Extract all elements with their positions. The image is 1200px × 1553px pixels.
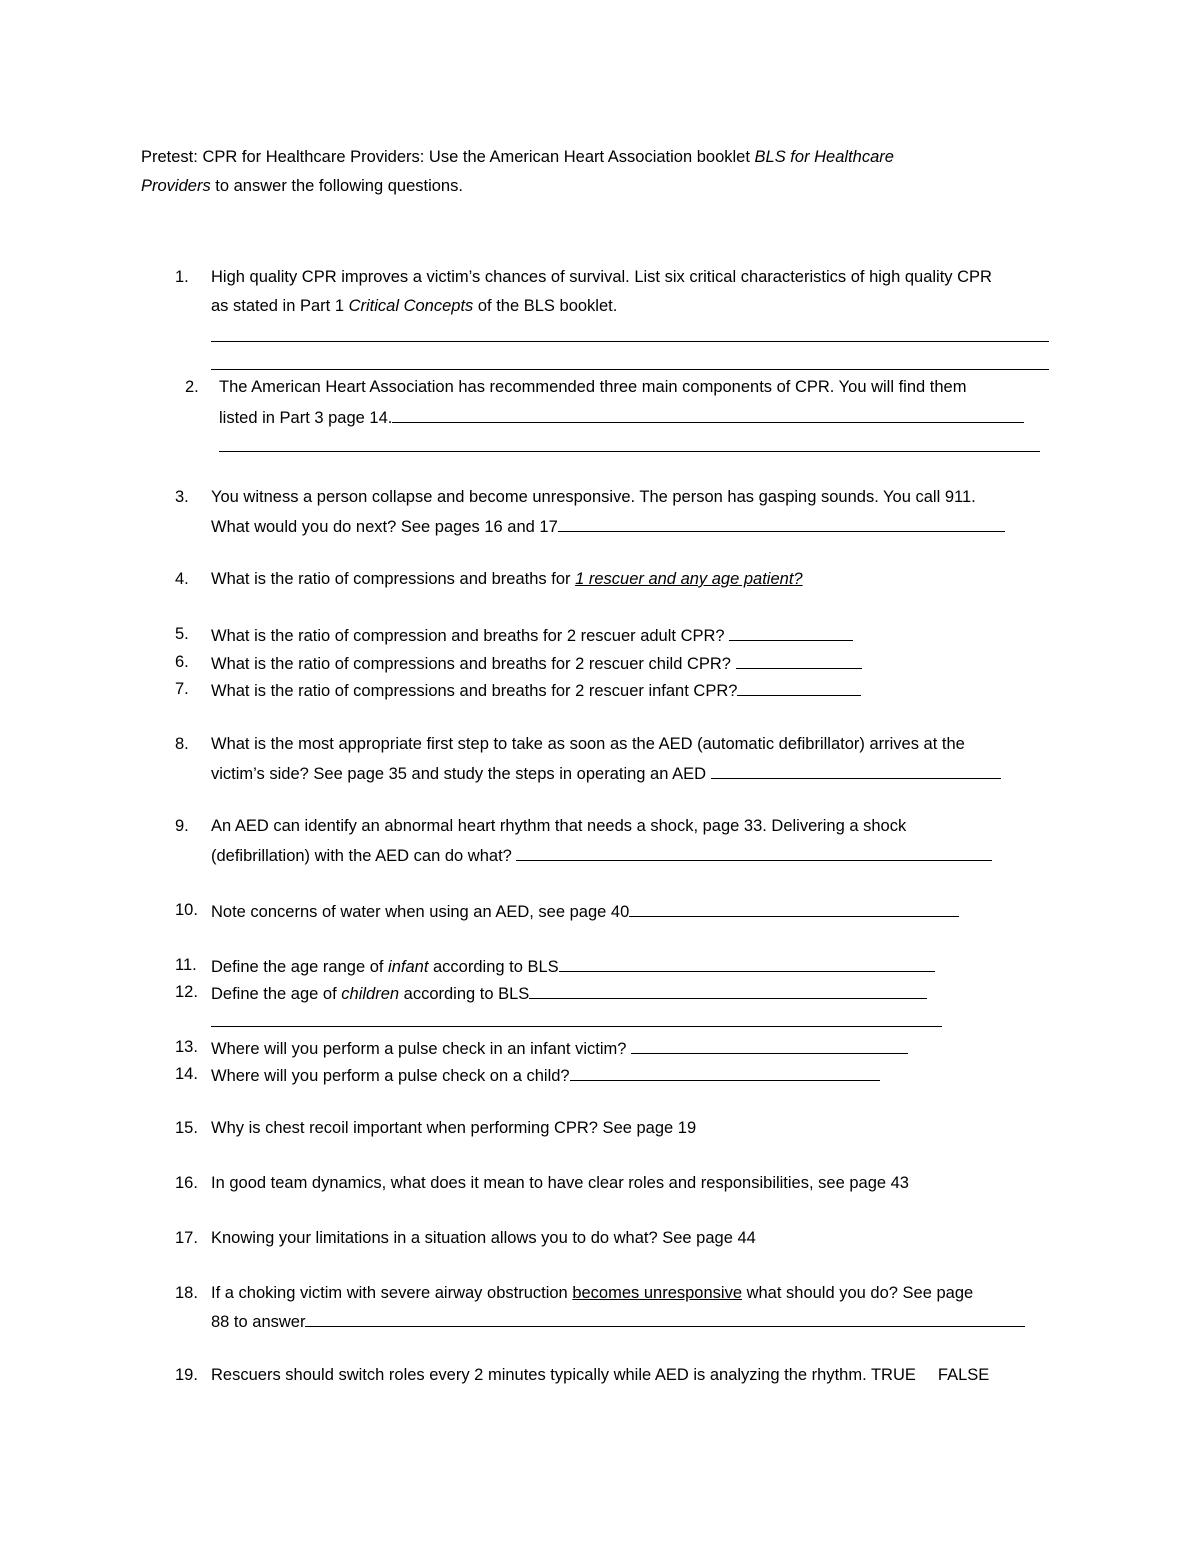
question-text [211, 676, 861, 706]
question-number: 12. [175, 983, 198, 1001]
question-text: In good team dynamics, what does it mean to have clear roles and responsibilities, see page 43 [211, 1174, 909, 1192]
question-text [211, 649, 862, 679]
question-text [211, 621, 853, 651]
answer-blank[interactable] [736, 649, 862, 669]
answer-blank[interactable] [516, 841, 992, 861]
question-number: 19. [175, 1366, 198, 1384]
question-number: 8. [175, 735, 189, 753]
answer-line[interactable] [211, 1026, 942, 1027]
question-number: 15. [175, 1119, 198, 1137]
question-text [211, 897, 959, 927]
header-text-2: to answer the following questions. [210, 177, 463, 195]
answer-blank[interactable] [570, 1061, 880, 1081]
question-number: 13. [175, 1038, 198, 1056]
answer-blank[interactable] [737, 676, 861, 696]
question-number: 18. [175, 1284, 198, 1302]
question-text-part: listed in Part 3 page 14. [219, 409, 393, 427]
question-text [211, 952, 935, 982]
question-text [211, 1034, 908, 1064]
question-text-continued [211, 841, 992, 871]
question-number: 7. [175, 680, 189, 698]
question-number: 6. [175, 653, 189, 671]
question-text-part: according to BLS [428, 958, 559, 976]
question-number: 10. [175, 901, 198, 919]
question-number: 14. [175, 1065, 198, 1083]
question-text-part: What is the ratio of compression and breaths for 2 rescuer adult CPR? [211, 627, 730, 645]
question-text [211, 566, 803, 594]
question-text-part: What is the ratio of compressions and breaths for 2 rescuer child CPR? [211, 655, 736, 673]
answer-blank[interactable] [631, 1034, 908, 1054]
answer-blank[interactable] [711, 759, 1001, 779]
question-text-part: Where will you perform a pulse check in an infant victim? [211, 1040, 632, 1058]
question-text-part: (defibrillation) with the AED can do what? [211, 847, 517, 865]
question-text [211, 979, 927, 1009]
answer-blank[interactable] [392, 403, 1024, 423]
answer-blank[interactable] [629, 897, 959, 917]
question-text-part: What is the ratio of compressions and breaths for 2 rescuer infant CPR? [211, 682, 738, 700]
question-number: 11. [175, 956, 197, 974]
answer-blank[interactable] [558, 512, 1005, 532]
question-number: 5. [175, 625, 189, 643]
question-number: 1. [175, 268, 189, 286]
false-option[interactable]: FALSE [937, 1366, 990, 1384]
question-text-continued [211, 293, 617, 321]
question-text [211, 1362, 989, 1390]
question-emphasis: becomes unresponsive [572, 1284, 742, 1302]
question-text-continued [219, 403, 1024, 433]
answer-line[interactable] [219, 451, 1040, 452]
question-text [211, 1280, 973, 1308]
question-text-part: Where will you perform a pulse check on a child? [211, 1067, 570, 1085]
question-text-part: as stated in Part 1 [211, 297, 349, 315]
question-text-continued [211, 1307, 1025, 1337]
question-text [211, 1061, 880, 1091]
answer-blank[interactable] [529, 979, 927, 999]
question-text-italic: children [341, 985, 400, 1003]
header-booklet-title-2: Providers [141, 177, 211, 195]
question-text-part: What would you do next? See pages 16 and 17 [211, 518, 558, 536]
question-number: 4. [175, 570, 189, 588]
question-text-italic: Critical Concepts [348, 297, 474, 315]
answer-blank[interactable] [305, 1307, 1025, 1327]
question-text-part: 88 to answer [211, 1313, 306, 1331]
question-text-part: If a choking victim with severe airway obstruction [211, 1284, 573, 1302]
question-emphasis: 1 rescuer and any age patient? [575, 570, 803, 588]
question-text-continued [211, 512, 1005, 542]
answer-line[interactable] [211, 369, 1049, 370]
question-text: Knowing your limitations in a situation allows you to do what? See page 44 [211, 1229, 756, 1247]
question-number: 17. [175, 1229, 198, 1247]
question-text-part: according to BLS [399, 985, 530, 1003]
question-text-italic: infant [388, 958, 429, 976]
question-text-part: victim’s side? See page 35 and study the steps in operating an AED [211, 765, 711, 783]
true-option[interactable]: Rescuers should switch roles every 2 minutes typically while AED is analyzing the rhythm. TRUE [211, 1366, 916, 1384]
question-text: What is the most appropriate first step to take as soon as the AED (automatic defibrillator) arrives at the [211, 735, 965, 753]
question-text: An AED can identify an abnormal heart rhythm that needs a shock, page 33. Delivering a shock [211, 817, 907, 835]
answer-blank[interactable] [729, 621, 853, 641]
answer-blank[interactable] [559, 952, 935, 972]
question-number: 9. [175, 817, 189, 835]
question-number: 16. [175, 1174, 198, 1192]
question-text: The American Heart Association has recommended three main components of CPR. You will find them [219, 378, 967, 396]
question-text-part: what should you do? See page [742, 1284, 974, 1302]
question-text-continued [211, 759, 1001, 789]
question-number: 3. [175, 488, 189, 506]
question-text: Why is chest recoil important when performing CPR? See page 19 [211, 1119, 697, 1137]
header-booklet-title-1: BLS for Healthcare [754, 148, 894, 166]
question-number: 2. [185, 378, 199, 396]
question-text: High quality CPR improves a victim’s chances of survival. List six critical characteristics of high quality CPR [211, 268, 992, 286]
answer-line[interactable] [211, 341, 1049, 342]
worksheet-header [141, 143, 1011, 201]
question-text-part: Define the age of [211, 985, 342, 1003]
question-text-part: Define the age range of [211, 958, 389, 976]
header-text-1: Pretest: CPR for Healthcare Providers: Use the American Heart Association booklet [141, 148, 755, 166]
question-text-part: Note concerns of water when using an AED, see page 40 [211, 903, 630, 921]
question-text-part: What is the ratio of compressions and breaths for [211, 570, 576, 588]
question-text: You witness a person collapse and become unresponsive. The person has gasping sounds. You call 911. [211, 488, 976, 506]
question-text-part: of the BLS booklet. [473, 297, 618, 315]
